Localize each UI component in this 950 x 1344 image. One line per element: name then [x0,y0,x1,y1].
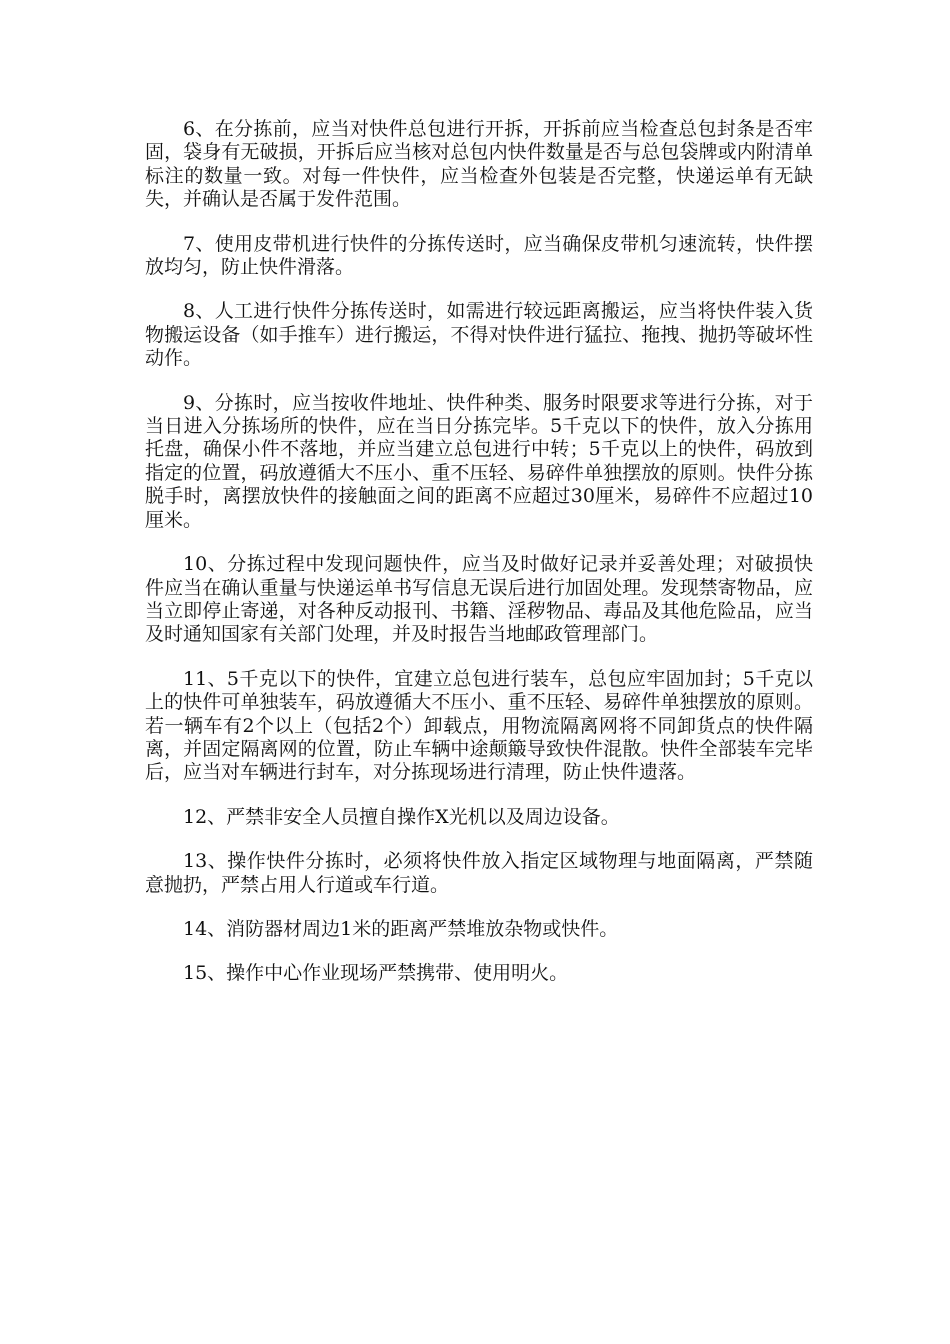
paragraph-11: 11、5千克以下的快件，宜建立总包进行装车，总包应牢固加封；5千克以上的快件可单独装车，码放遵循大不压小、重不压轻、易碎件单独摆放的原则。若一辆车有2个以上（包括2个）卸载点，用物流隔离网将不同卸货点的快件隔离，并固定隔离网的位置，防止车辆中途颠簸导致快件混散。快件全部装车完毕后，应当对车辆进行封车，对分拣现场进行清理，防止快件遗落。 [145,667,813,784]
paragraph-7: 7、使用皮带机进行快件的分拣传送时，应当确保皮带机匀速流转，快件摆放均匀，防止快件滑落。 [145,232,813,279]
paragraph-12: 12、严禁非安全人员擅自操作X光机以及周边设备。 [183,805,620,828]
paragraph-14: 14、消防器材周边1米的距离严禁堆放杂物或快件。 [183,917,619,940]
document-body [145,118,813,1007]
paragraph-6: 6、在分拣前，应当对快件总包进行开拆，开拆前应当检查总包封条是否牢固，袋身有无破损，开拆后应当核对总包内快件数量是否与总包袋牌或内附清单标注的数量一致。对每一件快件，应当检查外包装是否完整，快递运单有无缺失，并确认是否属于发件范围。 [145,118,813,211]
paragraph-8: 8、人工进行快件分拣传送时，如需进行较远距离搬运，应当将快件装入货物搬运设备（如手推车）进行搬运，不得对快件进行猛拉、拖拽、抛扔等破坏性动作。 [145,300,813,370]
paragraph-10: 10、分拣过程中发现问题快件，应当及时做好记录并妥善处理；对破损快件应当在确认重量与快递运单书写信息无误后进行加固处理。发现禁寄物品，应当立即停止寄递，对各种反动报刊、书籍、淫秽物品、毒品及其他危险品，应当及时通知国家有关部门处理，并及时报告当地邮政管理部门。 [145,553,813,646]
paragraph-9: 9、分拣时，应当按收件地址、快件种类、服务时限要求等进行分拣，对于当日进入分拣场所的快件，应在当日分拣完毕。5千克以下的快件，放入分拣用托盘，确保小件不落地，并应当建立总包进行中转；5千克以上的快件，码放到指定的位置，码放遵循大不压小、重不压轻、易碎件单独摆放的原则。快件分拣脱手时，离摆放快件的接触面之间的距离不应超过30厘米，易碎件不应超过10厘米。 [145,391,813,531]
paragraph-15: 15、操作中心作业现场严禁携带、使用明火。 [183,962,569,985]
paragraph-13: 13、操作快件分拣时，必须将快件放入指定区域物理与地面隔离，严禁随意抛扔，严禁占用人行道或车行道。 [145,850,813,896]
